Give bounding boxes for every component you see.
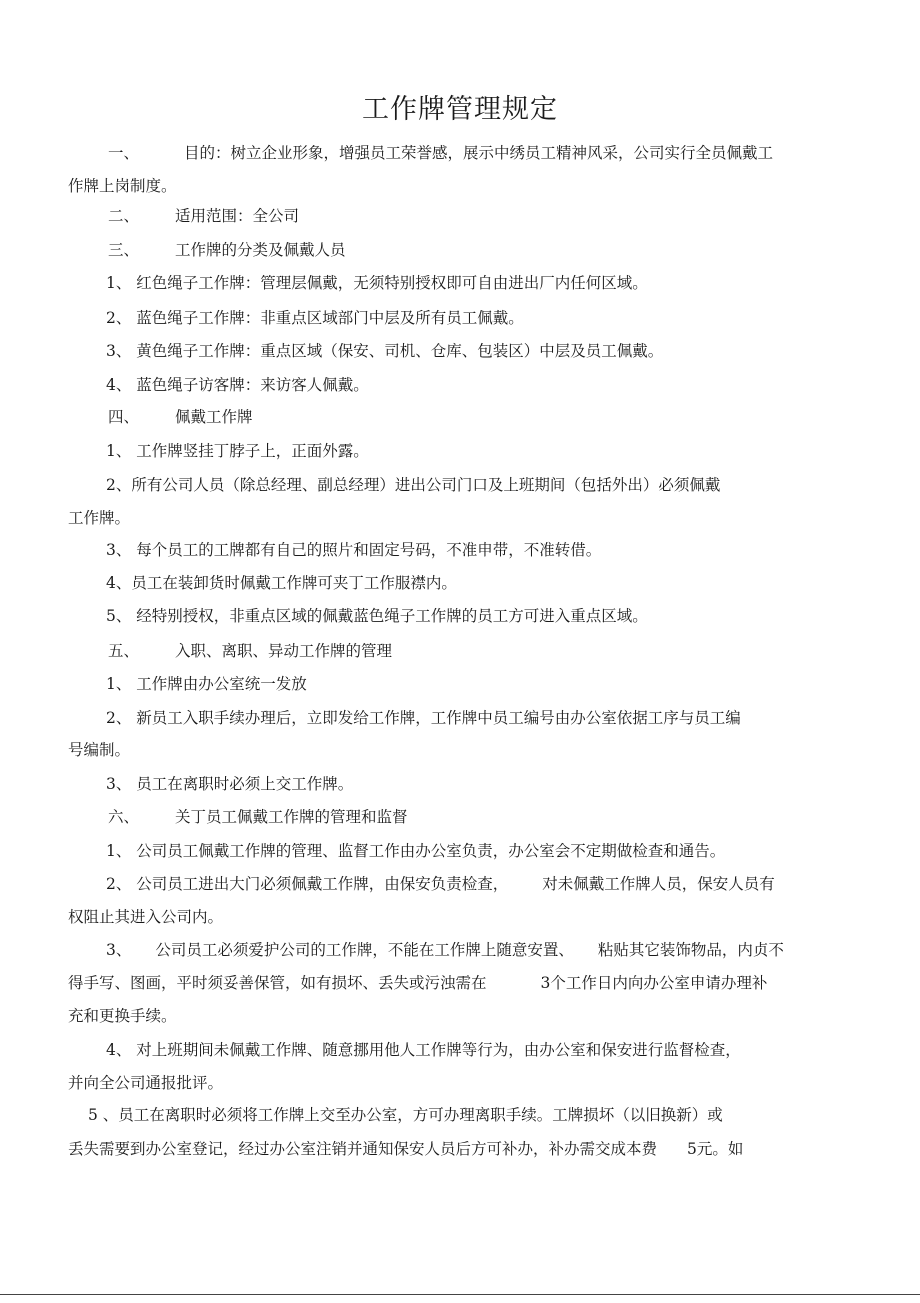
bottom-rule <box>0 1294 920 1295</box>
section-3-heading <box>108 240 346 260</box>
section-6-item-3-part-1: 公司员工必须爱护公司的工作牌，不能在工作牌上随意安置、 <box>155 941 574 959</box>
section-3-text: 工作牌的分类及佩戴人员 <box>175 241 346 259</box>
section-1-line-1 <box>108 143 773 163</box>
section-2-line <box>108 206 299 226</box>
section-4-text: 佩戴工作牌 <box>175 408 253 426</box>
section-3-item-4: 4、 蓝色绳子访客牌：来访客人佩戴。 <box>106 376 369 394</box>
section-1-text: 目的：树立企业形象，增强员工荣誉感，展示中绣员工精神风采，公司实行全员佩戴工 <box>184 144 774 162</box>
section-6-item-2-line-2: 权阻止其进入公司内。 <box>68 908 224 926</box>
section-3-item-1: 1、 红色绳子工作牌：管理层佩戴，无须特别授权即可自由进出厂内任何区域。 <box>106 274 648 292</box>
section-4-item-3: 3、 每个员工的工牌都有自己的照片和固定号码，不准申带，不准转借。 <box>106 541 602 559</box>
document-title: 工作牌管理规定 <box>362 94 558 125</box>
section-1-line-2: 作牌上岗制度。 <box>68 177 177 195</box>
section-4-number: 四、 <box>108 408 140 426</box>
section-6-item-5-part-1: 丢失需要到办公室登记，经过办公室注销并通知保安人员后方可补办，补办需交成本费 <box>68 1140 658 1158</box>
section-4-item-5: 5、 经特别授权，非重点区域的佩戴蓝色绳子工作牌的员工方可进入重点区域。 <box>106 607 648 625</box>
section-6-item-3-line-2 <box>68 973 767 993</box>
section-6-item-4-line-2: 并向全公司通报批评。 <box>68 1074 224 1092</box>
section-5-number: 五、 <box>108 642 140 660</box>
section-6-item-2-part-2: 对未佩戴工作牌人员，保安人员有 <box>542 875 775 893</box>
section-4-heading <box>108 407 253 427</box>
section-3-item-3: 3、 黄色绳子工作牌：重点区域（保安、司机、仓库、包装区）中层及员工佩戴。 <box>106 342 664 360</box>
section-6-heading <box>108 807 408 827</box>
section-5-text: 入职、离职、异动工作牌的管理 <box>175 642 393 660</box>
section-2-text: 适用范围：全公司 <box>175 207 300 225</box>
section-6-item-5-part-2: 5元。如 <box>687 1140 744 1158</box>
section-6-item-5-line-2 <box>68 1139 743 1159</box>
section-1-number: 一、 <box>108 144 140 162</box>
section-3-number: 三、 <box>108 241 140 259</box>
section-6-item-1: 1、 公司员工佩戴工作牌的管理、监督工作由办公室负责，办公室会不定期做检查和通告。 <box>106 842 726 860</box>
section-6-item-2-part-1: 2、 公司员工进出大门必须佩戴工作牌，由保安负责检查， <box>106 875 509 893</box>
section-6-item-2-line-1 <box>106 874 775 894</box>
section-6-item-3-number: 3、 <box>106 941 132 959</box>
section-5-item-1: 1、 工作牌由办公室统一发放 <box>106 675 307 693</box>
section-6-item-3-line-1 <box>106 940 784 960</box>
section-4-item-1: 1、 工作牌竖挂丁脖子上，正面外露。 <box>106 442 369 460</box>
section-6-text: 关丁员工佩戴工作牌的管理和监督 <box>175 808 408 826</box>
section-5-item-2-line-1: 2、 新员工入职手续办理后，立即发给工作牌，工作牌中员工编号由办公室依据工序与员工编 <box>106 709 741 727</box>
section-6-item-3-part-3: 得手写、图画，平时须妥善保管，如有损坏、丢失或污浊需在 <box>68 974 487 992</box>
section-6-item-3-part-2: 粘贴其它装饰物品，内贞不 <box>597 941 784 959</box>
section-6-number: 六、 <box>108 808 140 826</box>
section-2-number: 二、 <box>108 207 140 225</box>
section-4-item-2-line-2: 工作牌。 <box>68 509 131 527</box>
section-6-item-5-line-1: 5 、员工在离职时必须将工作牌上交至办公室，方可办理离职手续。工牌损坏（以旧换新）或 <box>88 1106 723 1124</box>
section-6-item-3-part-4: 3个工作日内向办公室申请办理补 <box>540 974 768 992</box>
section-5-item-3: 3、 员工在离职时必须上交工作牌。 <box>106 775 354 793</box>
section-3-item-2: 2、 蓝色绳子工作牌：非重点区域部门中层及所有员工佩戴。 <box>106 309 524 327</box>
section-6-item-3-line-3: 充和更换手续。 <box>68 1007 177 1025</box>
section-6-item-4-line-1: 4、 对上班期间未佩戴工作牌、随意挪用他人工作牌等行为，由办公室和保安进行监督检查， <box>106 1041 741 1059</box>
section-4-item-4: 4、员工在装卸货时佩戴工作牌可夹丁工作服襟内。 <box>106 574 457 592</box>
section-5-heading <box>108 641 392 661</box>
section-4-item-2-line-1: 2、所有公司人员（除总经理、副总经理）进出公司门口及上班期间（包括外出）必须佩戴 <box>106 476 721 494</box>
section-5-item-2-line-2: 号编制。 <box>68 741 131 759</box>
